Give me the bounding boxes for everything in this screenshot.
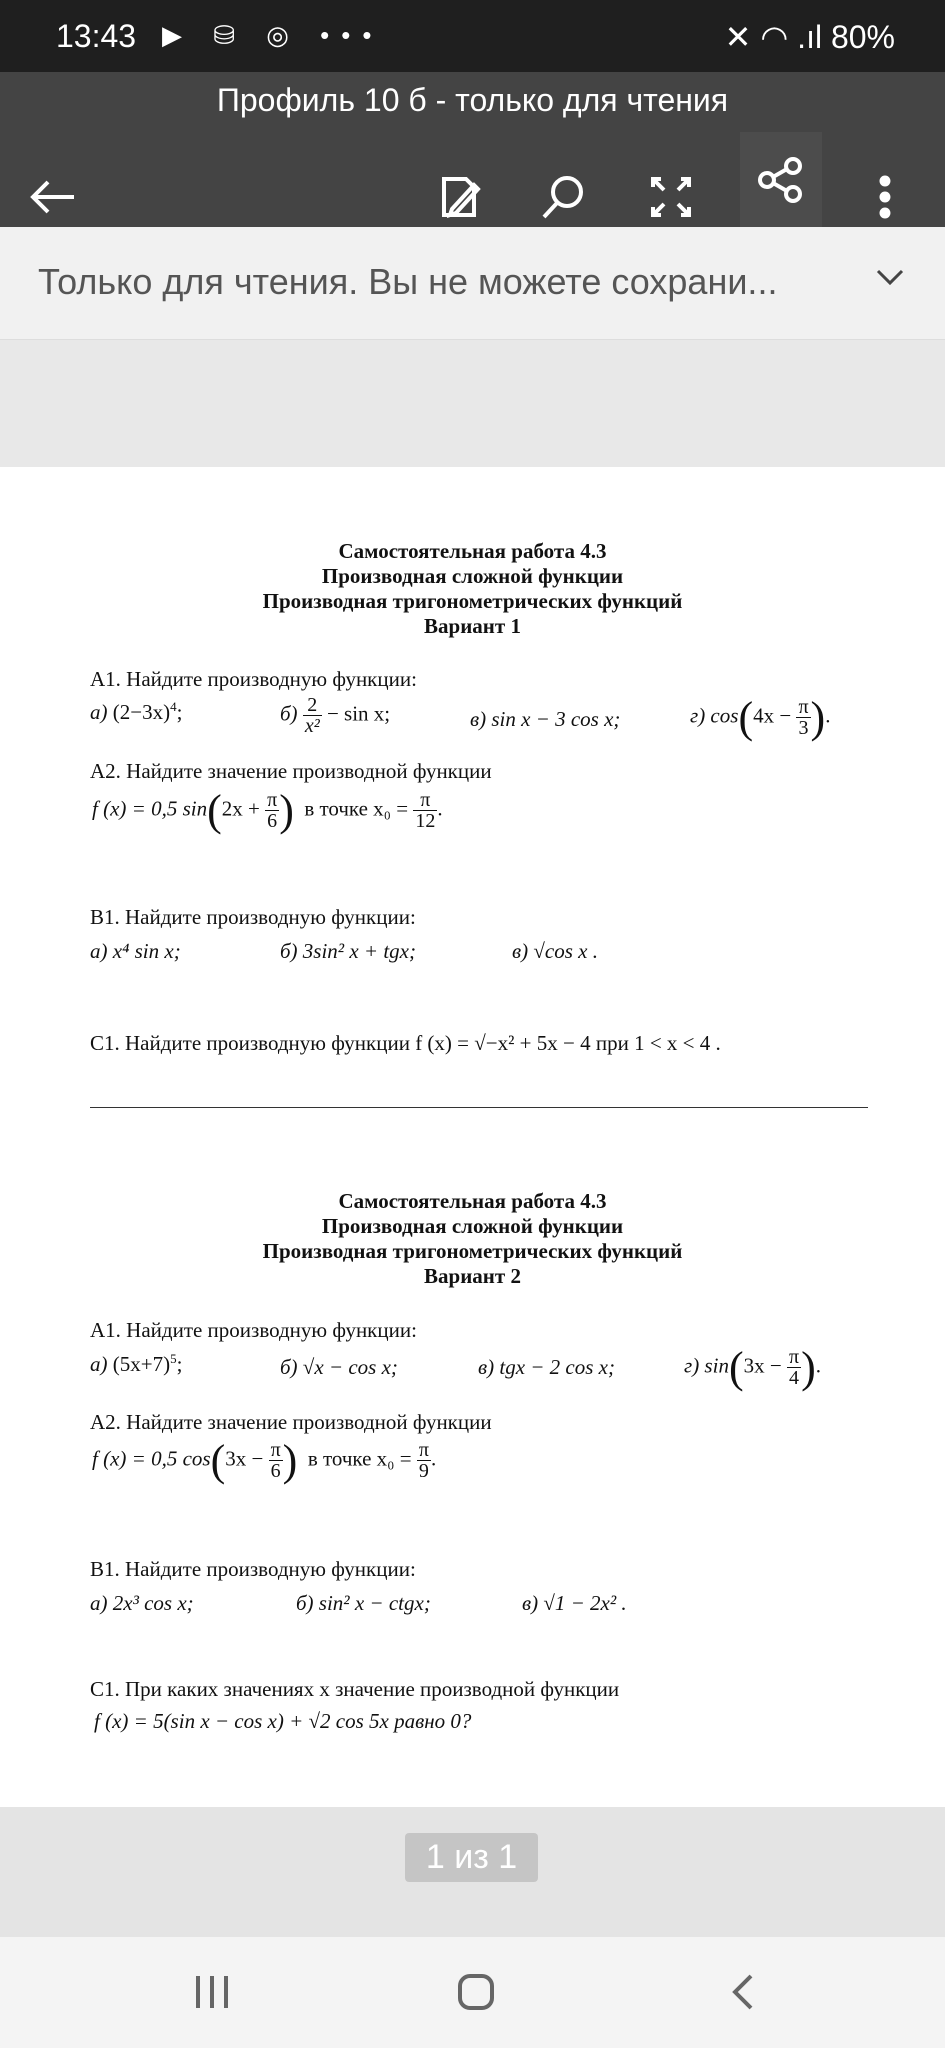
v1-a1-b-fraction	[303, 695, 322, 736]
v1-b1-b: б) 3sin² x + tgx;	[280, 939, 416, 963]
v1-b1-title: В1. Найдите производную функции:	[90, 905, 416, 929]
v2-c1-line-1: С1. При каких значениях x значение производной функции	[90, 1677, 620, 1701]
back-arrow-icon[interactable]	[18, 162, 88, 232]
v2-a2-num: π	[270, 1439, 281, 1461]
v1-b1-c: в) √cos x .	[512, 939, 598, 963]
v1-a2-function: f (x) = 0,5 sin	[92, 796, 208, 821]
recent-apps-icon[interactable]	[182, 1967, 242, 2017]
v1-a1-b-num: 2	[303, 695, 322, 716]
search-icon[interactable]	[528, 162, 598, 232]
read-only-banner[interactable]	[0, 227, 945, 340]
clock: 13:43	[56, 18, 137, 54]
v1-a1-d-den: 3	[798, 717, 809, 739]
v1-heading-3: Производная тригонометрических функций	[262, 589, 683, 613]
v2-b1-title: В1. Найдите производную функции:	[90, 1557, 416, 1581]
back-icon[interactable]	[712, 1967, 772, 2017]
v2-c1-line-2: f (x) = 5(sin x − cos x) + √2 cos 5x равно 0?	[94, 1709, 472, 1733]
v1-a1-a-prefix: а)	[90, 700, 108, 724]
v2-a2-point-num: π	[418, 1439, 429, 1461]
v2-a1-d-fraction	[787, 1347, 801, 1388]
v2-a2-den: 6	[270, 1460, 281, 1482]
v2-a1-a-expr: (5x+7)	[112, 1352, 171, 1376]
v1-c1: С1. Найдите производную функции f (x) = √−x² + 5x − 4 при 1 < x < 4 .	[90, 1031, 721, 1055]
v1-a1-c: в) sin x − 3 cos x;	[470, 707, 621, 731]
v2-a1-a-prefix: а)	[90, 1352, 108, 1376]
chevron-down-icon[interactable]	[875, 267, 905, 292]
v1-a2-expr: f (x) = 0,5 sin(2x + $\frac{\pi}{6}$ ) в точке x₀ = $\frac{\pi}{12}$ .	[92, 786, 443, 835]
status-bar	[0, 0, 945, 72]
v2-a2-function: f (x) = 0,5 cos	[92, 1446, 211, 1471]
v1-a2-num: π	[267, 789, 278, 811]
v1-a1-b-prefix: б)	[280, 701, 298, 726]
v1-a2-inner: 2x +	[221, 796, 260, 821]
v2-a2-point-fraction	[417, 1440, 431, 1481]
v2-a1-a-power: 5	[170, 1351, 177, 1366]
v1-b1-a: а) x⁴ sin x;	[90, 939, 181, 963]
v2-b1-c: в) √1 − 2x² .	[522, 1591, 627, 1615]
home-icon[interactable]	[446, 1967, 506, 2017]
v1-a2-point-fraction	[413, 790, 437, 831]
read-only-message: Только для чтения. Вы не можете сохрани...	[38, 261, 778, 302]
v2-a2-inner: 3x −	[225, 1446, 264, 1471]
v2-a1-d-den: 4	[789, 1367, 799, 1389]
v1-a2-point: в точке x₀ =	[304, 796, 409, 821]
v1-a1-b-rest: − sin x;	[326, 701, 391, 726]
v1-heading-2: Производная сложной функции	[321, 564, 624, 588]
v2-heading-1: Самостоятельная работа 4.3	[338, 1189, 607, 1213]
v1-a2-point-num: π	[413, 790, 437, 811]
v2-a1-c: в) tgx − 2 cos x;	[478, 1355, 615, 1379]
v1-a1-a-expr: (2−3x)	[112, 700, 171, 724]
v1-a1-d-fraction	[796, 697, 810, 738]
v2-a1-d: г) sin(3x − $\frac{\pi}{4}$ ).	[684, 1343, 821, 1392]
v2-heading-3: Производная тригонометрических функций	[262, 1239, 683, 1263]
v1-a1-items: а) $(2-3x)^4$;	[90, 699, 183, 724]
document-title: Профиль 10 б - только для чтения	[216, 82, 729, 118]
v2-variant-label: Вариант 2	[424, 1264, 521, 1288]
v2-a2-point-den: 9	[418, 1460, 429, 1482]
share-icon[interactable]	[740, 132, 822, 227]
v1-a1-b	[280, 695, 390, 736]
v2-a1-d-inner: 3x −	[743, 1353, 782, 1378]
v1-a2-title: А2. Найдите значение производной функции	[90, 759, 492, 783]
v2-a2-title: А2. Найдите значение производной функции	[90, 1410, 492, 1434]
fullscreen-icon[interactable]	[636, 162, 706, 232]
v2-a2-expr: f (x) = 0,5 cos(3x − $\frac{\pi}{6}$ ) в точке x₀ = $\frac{\pi}{9}$ .	[92, 1436, 437, 1485]
more-options-icon[interactable]	[850, 162, 920, 232]
v1-a1-d: г) cos(4x − $\frac{\pi}{3}$ ).	[690, 693, 831, 742]
variant-separator	[90, 1107, 868, 1108]
v1-a1-title: А1. Найдите производную функции:	[90, 667, 417, 691]
v1-a1-a-power: 4	[170, 699, 177, 714]
v1-a1-d-inner: 4x −	[753, 703, 792, 728]
v2-b1-b: б) sin² x − ctgx;	[296, 1591, 431, 1615]
v2-heading-2: Производная сложной функции	[321, 1214, 624, 1238]
v2-a1-title: А1. Найдите производную функции:	[90, 1318, 417, 1342]
system-indicators: ✕ ◠ .ıl 80%	[724, 19, 895, 55]
v2-a1-a: а) $(5x+7)^5$;	[90, 1351, 183, 1376]
v1-heading-1: Самостоятельная работа 4.3	[338, 539, 607, 563]
v1-variant-label: Вариант 1	[424, 614, 521, 638]
v1-a2-den: 6	[267, 810, 278, 832]
system-navigation-bar	[0, 1937, 945, 2048]
document-page	[0, 467, 945, 1807]
page-indicator: 1 из 1	[405, 1833, 538, 1882]
v1-a1-d-prefix: г) cos	[690, 703, 739, 728]
v1-a1-b-den: x²	[304, 715, 320, 737]
v2-a1-d-prefix: г) sin	[684, 1353, 729, 1378]
v1-a1-d-num: π	[798, 696, 809, 718]
v1-a2-fraction	[265, 790, 279, 831]
v2-a2-point: в точке x₀ =	[307, 1446, 412, 1471]
v2-a1-d-num: π	[788, 1346, 800, 1368]
v2-b1-a: а) 2x³ cos x;	[90, 1591, 194, 1615]
notification-icons: ▶ ⛁ ◎ •••	[162, 20, 384, 50]
edit-document-icon[interactable]	[425, 162, 495, 232]
v2-a1-b: б) √x − cos x;	[280, 1355, 398, 1379]
app-toolbar	[0, 72, 945, 227]
v1-a2-point-den: 12	[415, 810, 436, 832]
document-background	[0, 340, 945, 467]
v2-a2-fraction	[269, 1440, 283, 1481]
